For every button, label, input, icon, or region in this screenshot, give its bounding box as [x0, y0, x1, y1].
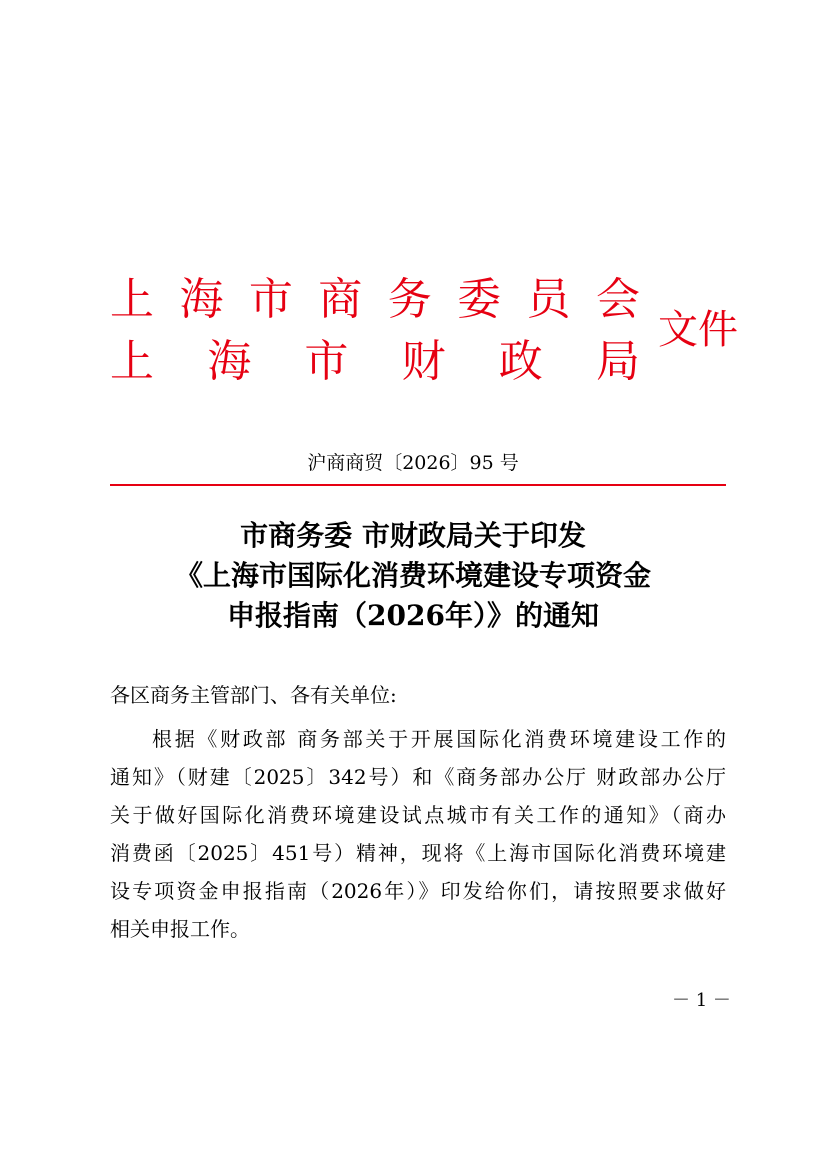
body-line: 根据《财政部 商务部关于开展国际化消费环境建设工作的 [152, 727, 726, 751]
issuer-char: 上 [110, 274, 154, 325]
body-line: 消费函〔2025〕451号）精神，现将《上海市国际化消费环境建 [110, 841, 726, 865]
issuer-char: 市 [304, 336, 349, 387]
body-paragraph [110, 720, 726, 948]
issuer-char: 务 [387, 274, 432, 325]
title-line: 申报指南（2026年）》的通知 [227, 599, 599, 632]
issuer-char: 政 [498, 336, 543, 387]
document-number: 沪商商贸〔2026〕95 号 [307, 452, 519, 474]
issuer-line-finance-bureau [110, 332, 640, 392]
issuer-line-commerce-commission [110, 270, 640, 330]
issuer-char: 会 [595, 274, 640, 325]
issuer-char: 员 [526, 274, 571, 325]
document-label: 文件 [658, 307, 738, 353]
issuer-char: 上 [110, 336, 154, 387]
body-line: 关于做好国际化消费环境建设试点城市有关工作的通知》（商办 [110, 803, 726, 827]
red-divider-line [110, 484, 726, 486]
issuer-char: 市 [248, 274, 293, 325]
issuer-char: 财 [401, 336, 446, 387]
page-number: － 1 － [672, 990, 731, 1011]
salutation: 各区商务主管部门、各有关单位: [110, 683, 397, 707]
body-line: 相关申报工作。 [110, 917, 250, 941]
title-line: 《上海市国际化消费环境建设专项资金 [174, 559, 651, 592]
issuer-char: 海 [207, 336, 252, 387]
title-line: 市商务委 市财政局关于印发 [240, 519, 586, 552]
issuer-header [110, 270, 750, 390]
issuer-char: 委 [457, 274, 502, 325]
body-line: 设专项资金申报指南（2026年）》印发给你们，请按照要求做好 [110, 879, 726, 903]
issuer-char: 局 [595, 336, 640, 387]
issuer-char: 海 [179, 274, 224, 325]
document-title [60, 516, 766, 636]
issuer-char: 商 [318, 274, 363, 325]
body-line: 通知》（财建〔2025〕342号）和《商务部办公厅 财政部办公厅 [110, 765, 726, 789]
